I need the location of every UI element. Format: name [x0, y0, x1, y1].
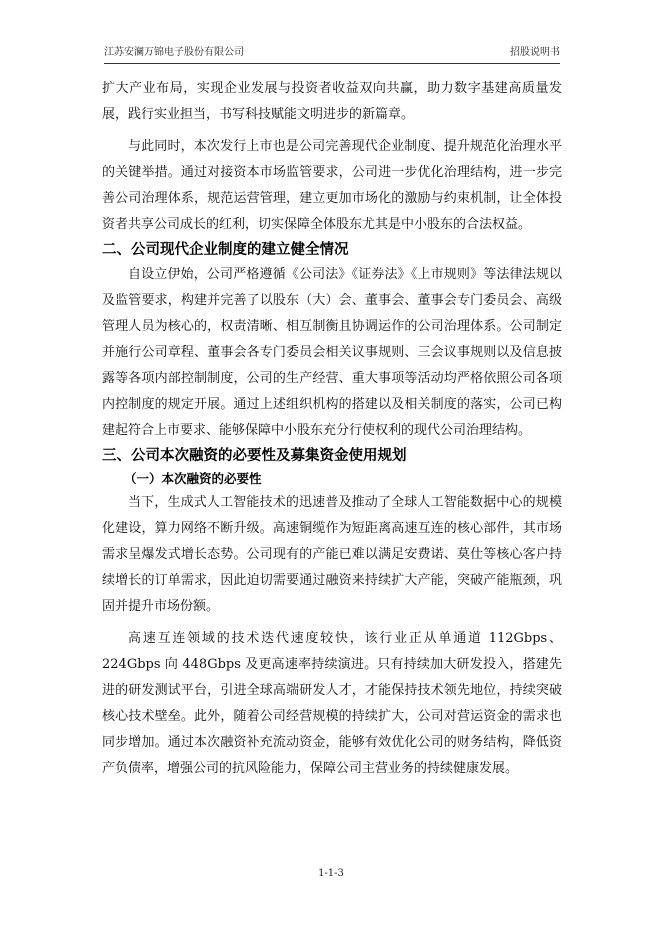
- section-heading-2: 二、公司现代企业制度的建立健全情况: [102, 242, 349, 258]
- subsection-heading-1: （一）本次融资的必要性: [124, 471, 262, 486]
- section-heading-3: 三、公司本次融资的必要性及募集资金使用规划: [102, 448, 407, 464]
- document-body: [102, 76, 562, 782]
- header-company-name: 江苏安澜万锦电子股份有限公司: [104, 47, 244, 58]
- paragraph-governance-intro: 与此同时，本次发行上市也是公司完善现代企业制度、提升规范化治理水平的关键举措。通过对接资本市场监管要求，公司进一步优化治理结构，进一步完善公司治理体系，规范运营管理，建立更加市场化的激励与约束机制，让全体投资者共享公司成长的红利，切实保障全体股东尤其是中小股东的合法权益。: [102, 139, 562, 232]
- paragraph-governance-system: 自设立伊始，公司严格遵循《公司法》《证券法》《上市规则》等法律法规以及监管要求，构建并完善了以股东（大）会、董事会、董事会专门委员会、高级管理人员为核心的，权责清晰、相互制衡且协调运作的公司治理体系。公司制定并施行公司章程、董事会各专门委员会相关议事规则、三会议事规则以及信息披露等各项内部控制制度，公司的生产经营、重大事项等活动均严格依照公司各项内控制度的规定开展。通过上述组织机构的搭建以及相关制度的落实，公司已构建起符合上市要求、能够保障中小股东充分行使权利的现代公司治理结构。: [102, 267, 562, 438]
- header-document-type: 招股说明书: [510, 47, 560, 58]
- paragraph-continuation: 扩大产业布局，实现企业发展与投资者收益双向共赢，助力数字基建高质量发展，践行实业担当，书写科技赋能文明进步的新篇章。: [102, 81, 562, 122]
- paragraph-rnd-investment: 高速互连领域的技术迭代速度较快，该行业正从单通道 112Gbps、224Gbps 向 448Gbps 及更高速率持续演进。只有持续加大研发投入，搭建先进的研发测试平台，引进全球高端研发人才，才能保持技术领先地位，持续突破核心技术壁垒。此外，随着公司经营规模的持续扩大，公司对营运资金的需求也同步增加。通过本次融资补充流动资金，能够有效优化公司的财务结构，降低资产负债率，增强公司的抗风险能力，保障公司主营业务的持续健康发展。: [102, 631, 562, 776]
- header-divider: [104, 63, 560, 64]
- page-header: [104, 44, 560, 62]
- page-number: 1-1-3: [318, 868, 344, 879]
- paragraph-financing-necessity: 当下，生成式人工智能技术的迅速普及推动了全球人工智能数据中心的规模化建设，算力网络不断升级。高速铜缆作为短距离高速互连的核心部件，其市场需求呈爆发式增长态势。公司现有的产能已难以满足安费诺、莫仕等核心客户持续增长的订单需求，因此迫切需要通过融资来持续扩大产能，突破产能瓶颈，巩固并提升市场份额。: [102, 495, 562, 614]
